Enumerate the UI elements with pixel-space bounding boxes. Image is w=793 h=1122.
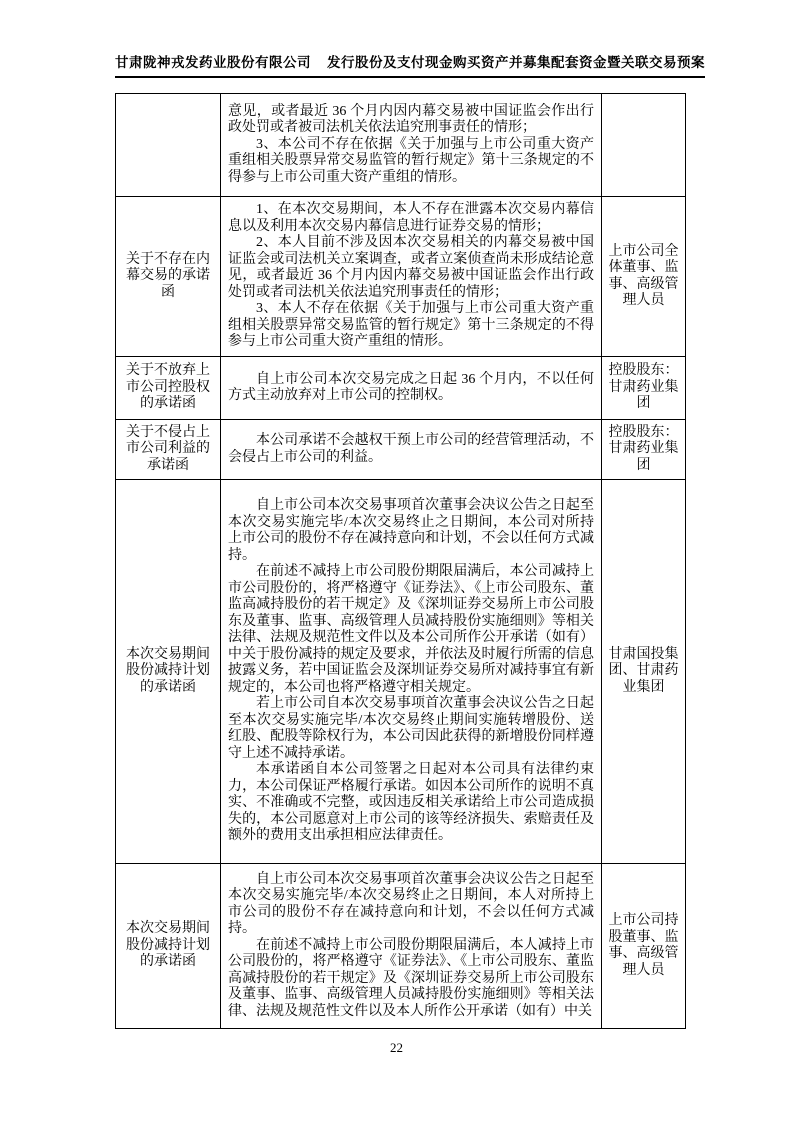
commitment-name-cell: 本次交易期间股份减持计划的承诺函 [116,480,221,864]
commitment-content-cell [221,357,602,420]
commitment-name-cell: 本次交易期间股份减持计划的承诺函 [116,864,221,1029]
commitment-name-cell: 关于不侵占上市公司利益的承诺函 [116,420,221,480]
commitment-name-cell: 关于不放弃上市公司控股权的承诺函 [116,357,221,420]
commitment-party-cell: 控股股东：甘肃药业集团 [602,357,686,420]
table-row [116,864,686,1029]
table-row [116,357,686,420]
commitment-paragraph: 若上市公司自本次交易事项首次董事会决议公告之日起至本次交易实施完毕/本次交易终止期间实施转增股份、送红股、配股等除权行为，本公司因此获得的新增股份同样遵守上述不减持承诺。 [228,696,594,761]
commitment-name-cell: 关于不存在内幕交易的承诺函 [116,197,221,357]
commitment-party-cell: 控股股东：甘肃药业集团 [602,420,686,480]
commitment-paragraph: 本公司承诺不会越权干预上市公司的经营管理活动，不会侵占上市公司的利益。 [228,433,594,465]
commitment-name-cell [116,94,221,197]
commitment-paragraph: 意见，或者最近 36 个月内因内幕交易被中国证监会作出行政处罚或者被司法机关依法追究刑事责任的情形； [228,103,594,136]
commitment-party-cell: 甘肃国投集团、甘肃药业集团 [602,480,686,864]
commitment-paragraph: 3、本公司不存在依据《关于加强与上市公司重大资产重组相关股票异常交易监管的暂行规定》第十三条规定的不得参与上市公司重大资产重组的情形。 [228,136,594,185]
commitment-paragraph: 1、在本次交易期间，本人不存在泄露本次交易内幕信息以及利用本次交易内幕信息进行证券交易的情形； [228,202,594,234]
commitment-content-cell [221,94,602,197]
table-row [116,480,686,864]
page-header [115,51,705,78]
header-doc-title: 发行股份及支付现金购买资产并募集配套资金暨关联交易预案 [327,55,705,70]
commitment-paragraph: 在前述不减持上市公司股份期限届满后，本人减持上市公司股份的，将严格遵守《证券法》、《上市公司股东、董监高减持股份的若干规定》及《深圳证券交易所上市公司股东及董事、监事、高级管理人员减持股份实施细则》等相关法律、法规及规范性文件以及本人所作公开承诺（如有）中关 [228,937,594,1019]
commitment-paragraph: 在前述不减持上市公司股份期限届满后，本公司减持上市公司股份的，将严格遵守《证券法》、《上市公司股东、董监高减持股份的若干规定》及《深圳证券交易所上市公司股东及董事、监事、高级管理人员减持股份实施细则》等相关法律、法规及规范性文件以及本公司所作公开承诺（如有）中关于股份减持的规定及要求，并依法及时履行所需的信息披露义务，若中国证监会及深圳证券交易所对减持事宜有新规定的，本公司也将严格遵守相关规定。 [228,564,594,695]
commitments-table [115,93,686,1029]
table-row [116,94,686,197]
commitment-paragraph: 自上市公司本次交易完成之日起 36 个月内，不以任何方式主动放弃对上市公司的控制权。 [228,371,594,403]
commitment-content-cell [221,197,602,357]
header-company: 甘肃陇神戎发药业股份有限公司 [115,55,311,70]
commitment-paragraph: 自上市公司本次交易事项首次董事会决议公告之日起至本次交易实施完毕/本次交易终止之日期间，本公司对所持上市公司的股份不存在减持意向和计划，不会以任何方式减持。 [228,498,594,563]
table-row [116,420,686,480]
commitment-paragraph: 本承诺函自本公司签署之日起对本公司具有法律约束力，本公司保证严格履行承诺。如因本公司所作的说明不真实、不准确或不完整，或因违反相关承诺给上市公司造成损失的，本公司愿意对上市公司的该等经济损失、索赔责任及额外的费用支出承担相应法律责任。 [228,762,594,844]
commitment-content-cell [221,864,602,1029]
commitment-party-cell [602,94,686,197]
commitment-party-cell: 上市公司持股董事、监事、高级管理人员 [602,864,686,1029]
page-number: 22 [390,1040,403,1055]
table-row [116,197,686,357]
commitment-content-cell [221,480,602,864]
commitment-paragraph: 3、本人不存在依据《关于加强与上市公司重大资产重组相关股票异常交易监管的暂行规定》第十三条规定的不得参与上市公司重大资产重组的情形。 [228,301,594,350]
commitment-party-cell: 上市公司全体董事、监事、高级管理人员 [602,197,686,357]
commitment-paragraph: 自上市公司本次交易事项首次董事会决议公告之日起至本次交易实施完毕/本次交易终止之日期间，本人对所持上市公司的股份不存在减持意向和计划，不会以任何方式减持。 [228,871,594,937]
commitment-content-cell [221,420,602,480]
commitment-paragraph: 2、本人目前不涉及因本次交易相关的内幕交易被中国证监会或司法机关立案调查，或者立案侦查尚未形成结论意见，或者最近 36 个月内因内幕交易被中国证监会作出行政处罚或者司法机关依法追究刑事责任的情形； [228,235,594,300]
page-footer [0,1040,793,1056]
